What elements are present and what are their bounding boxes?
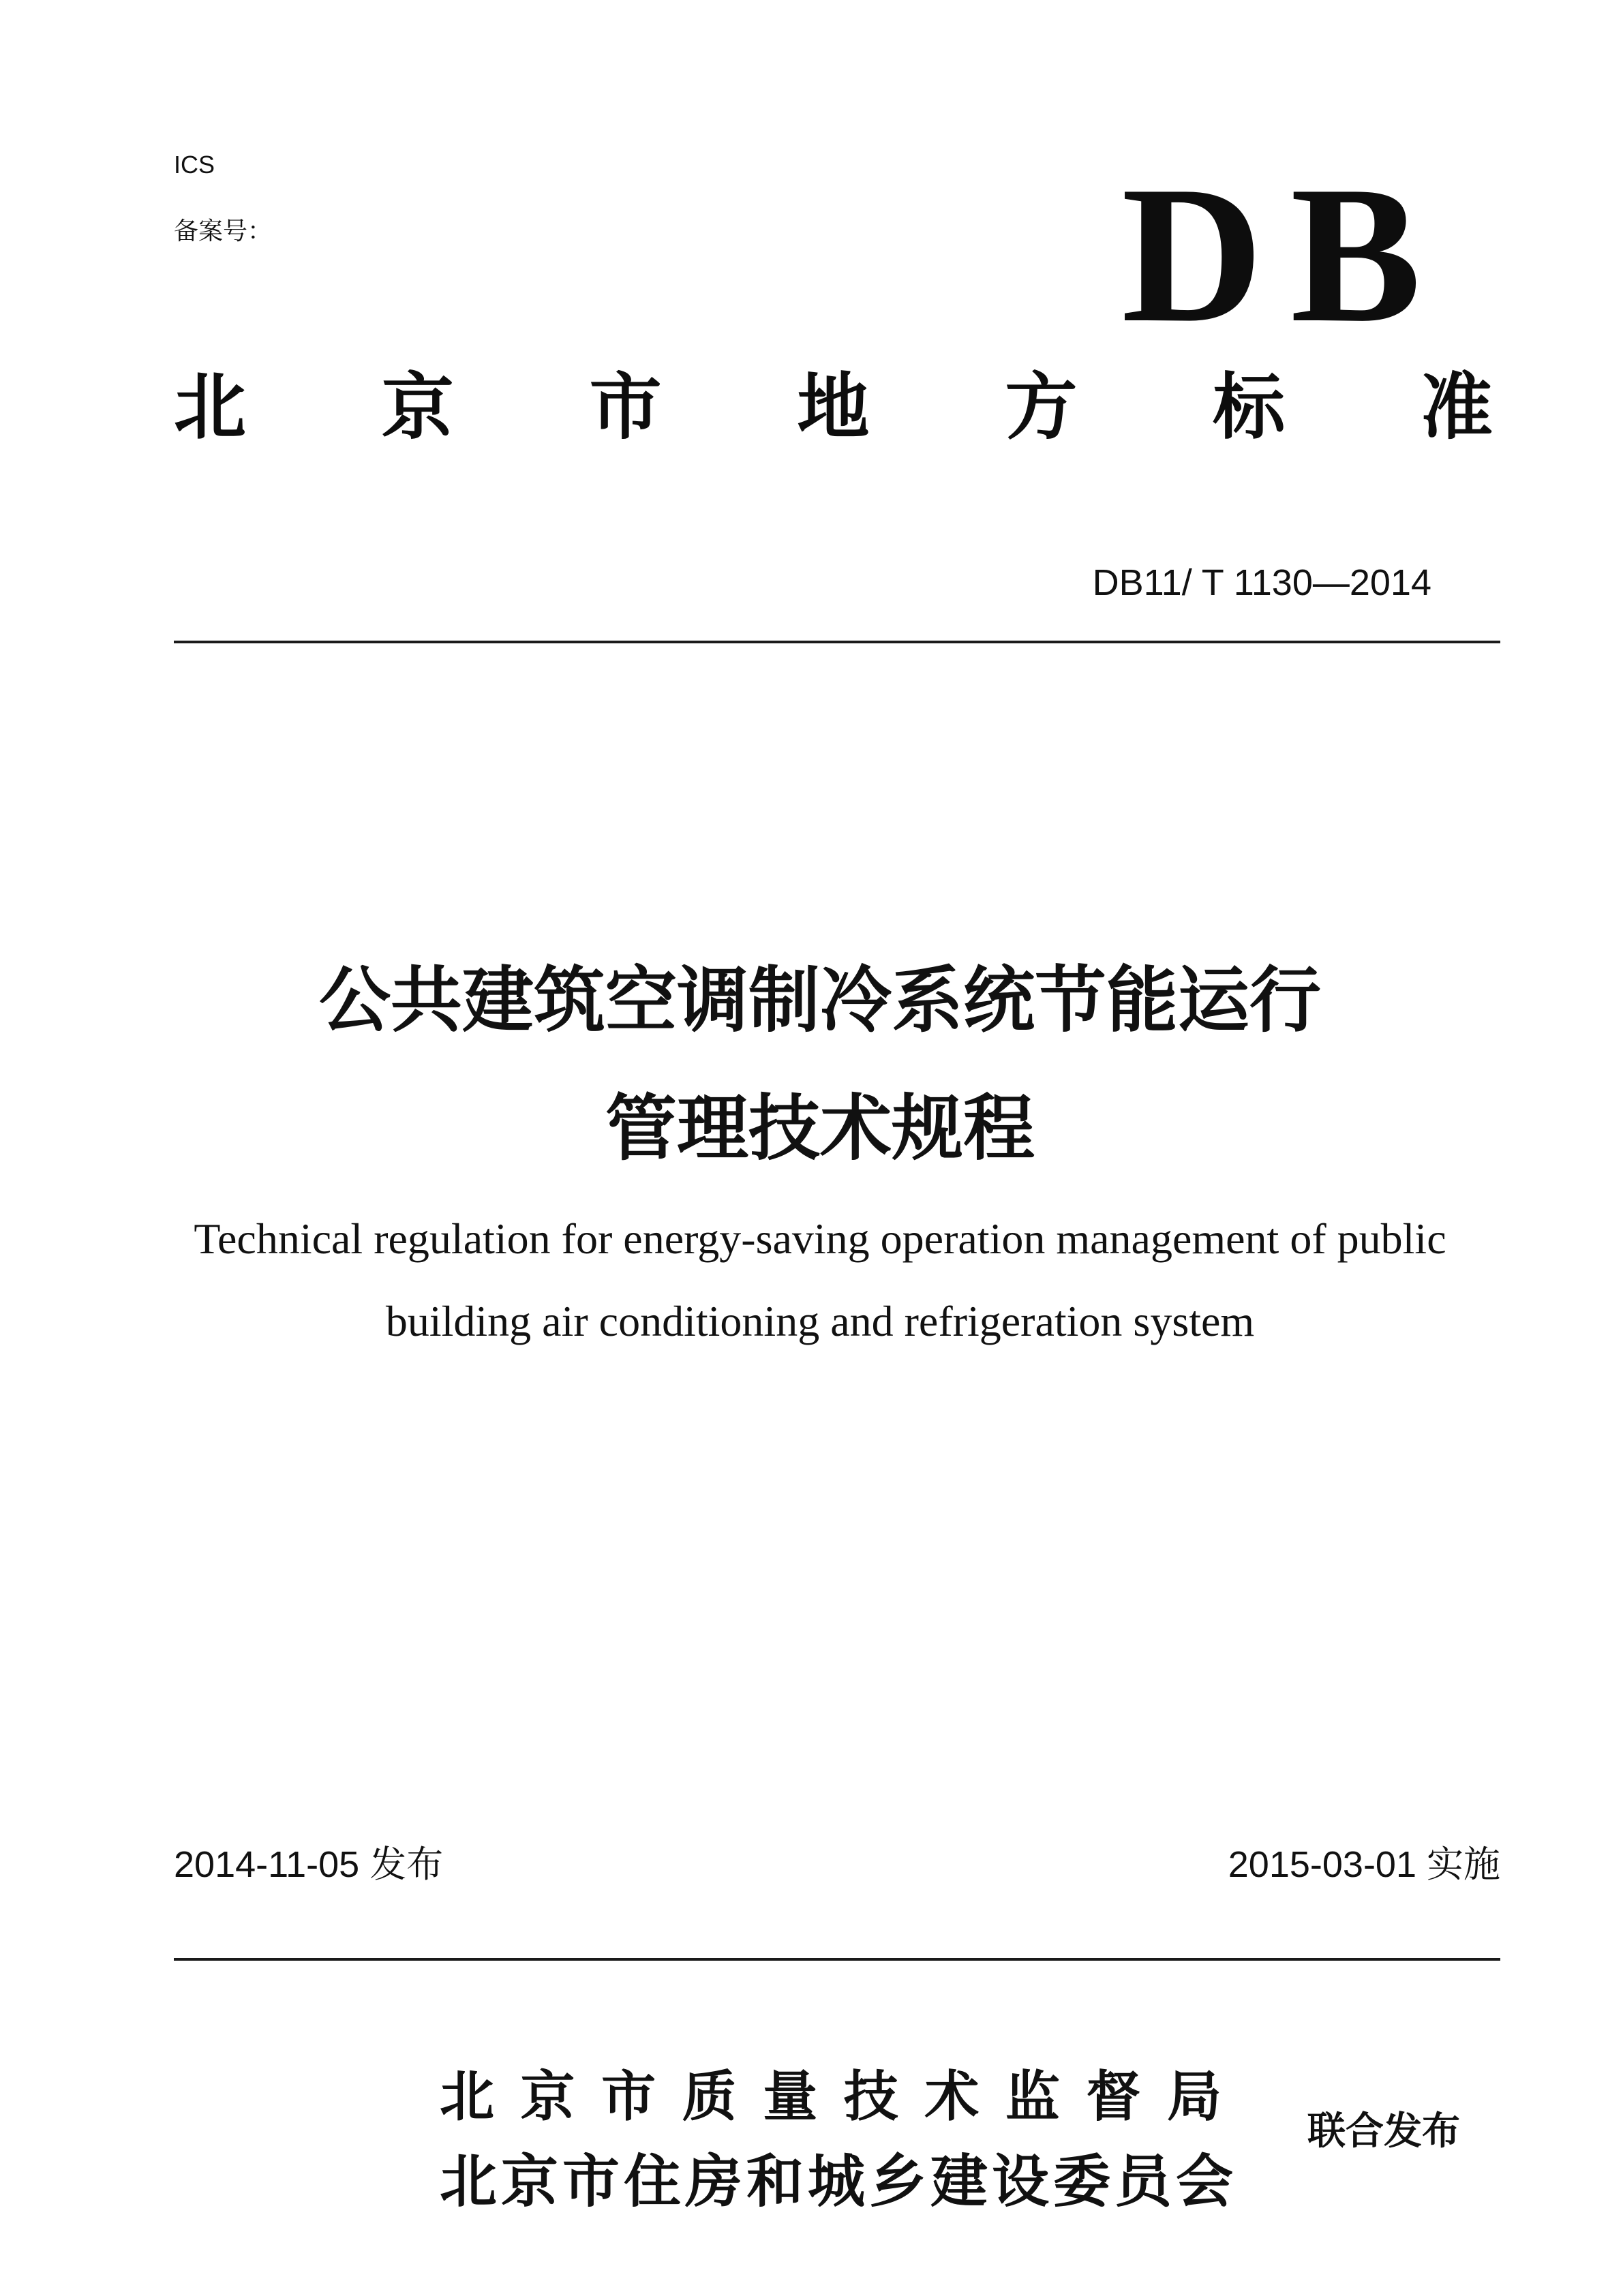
title-en-line-1: Technical regulation for energy-saving operation management of public: [194, 1214, 1446, 1263]
standard-type-heading: 北 京 市 地 方 标 准: [174, 365, 1493, 449]
db-logo: DB: [1121, 146, 1449, 363]
title-en-line-2: building air conditioning and refrigeration system: [385, 1297, 1255, 1345]
top-divider: [174, 641, 1500, 643]
standard-number: DB11/ T 1130—2014: [1092, 562, 1431, 603]
bottom-divider: [174, 1958, 1500, 1961]
issuer-housing-commission: 北京市住房和城乡建设委员会: [440, 2148, 1238, 2215]
joint-release-label: 联合发布: [1307, 2109, 1460, 2154]
ics-label: ICS: [174, 151, 215, 179]
issuer-quality-bureau: 北 京 市 质 量 技 术 监 督 局: [440, 2065, 1222, 2128]
implement-date: 2015-03-01 实施: [1228, 1844, 1500, 1885]
publish-date: 2014-11-05 发布: [174, 1844, 444, 1885]
title-zh-line-1: 公共建筑空调制冷系统节能运行: [318, 959, 1321, 1042]
title-zh-line-2: 管理技术规程: [605, 1087, 1035, 1170]
filing-number-label: 备案号：: [174, 217, 273, 245]
